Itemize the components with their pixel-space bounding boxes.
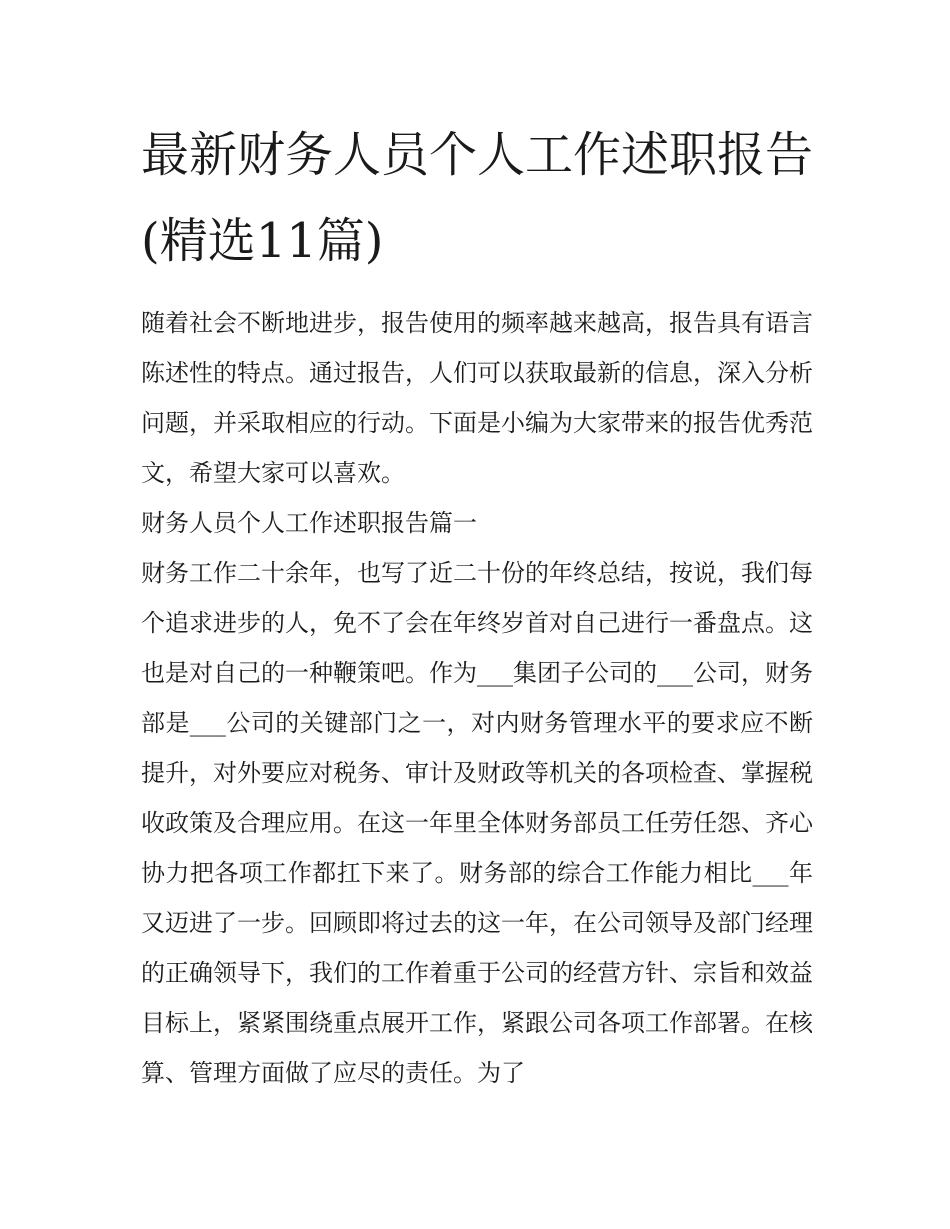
document-title: 最新财务人员个人工作述职报告(精选11篇) <box>141 127 814 269</box>
section-heading: 财务人员个人工作述职报告篇一 <box>141 509 477 537</box>
document-page <box>141 112 813 1098</box>
body-paragraph: 财务工作二十余年，也写了近二十份的年终总结，按说，我们每个追求进步的人，免不了会在年终岁首对自己进行一番盘点。这也是对自己的一种鞭策吧。作为___集团子公司的___公司，财务部是___公司的关键部门之一，对内财务管理水平的要求应不断提升，对外要应对税务、审计及财政等机关的各项检查、掌握税收政策及合理应用。在这一年里全体财务部员工任劳任怨、齐心协力把各项工作都扛下来了。财务部的综合工作能力相比___年又迈进了一步。回顾即将过去的这一年，在公司领导及部门经理的正确领导下，我们的工作着重于公司的经营方针、宗旨和效益目标上，紧紧围绕重点展开工作，紧跟公司各项工作部署。在核算、管理方面做了应尽的责任。为了 <box>141 559 813 1087</box>
intro-paragraph: 随着社会不断地进步，报告使用的频率越来越高，报告具有语言陈述性的特点。通过报告，人们可以获取最新的信息，深入分析问题，并采取相应的行动。下面是小编为大家带来的报告优秀范文，希望大家可以喜欢。 <box>141 309 813 487</box>
